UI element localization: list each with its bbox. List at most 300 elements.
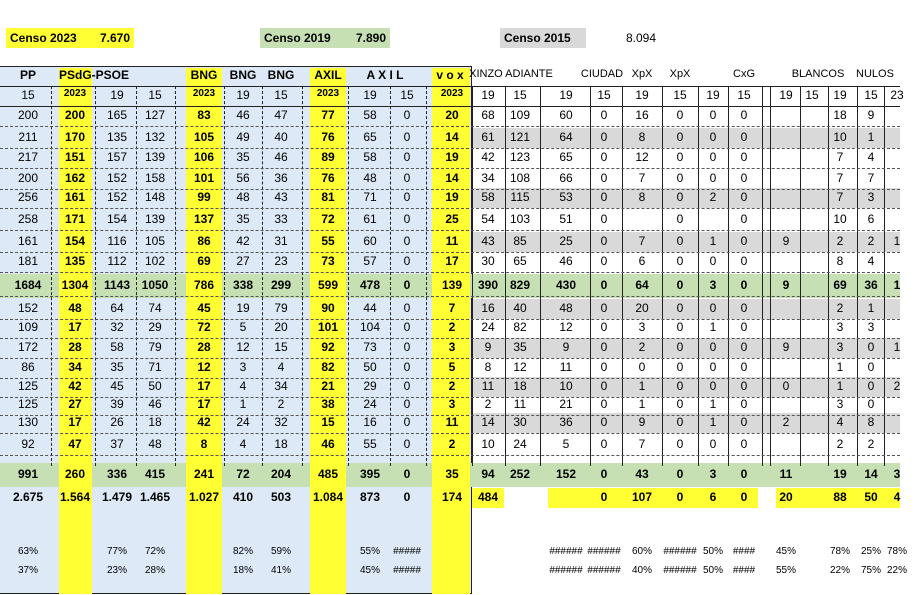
table-cell: 8 (867, 415, 875, 429)
table-cell: 0 (676, 340, 684, 354)
table-cell: 0 (676, 108, 684, 122)
table-cell: 6 (709, 490, 717, 504)
percent-cell: 78% (886, 546, 907, 557)
table-cell: 0 (403, 437, 411, 451)
table-cell: 165 (106, 108, 128, 122)
table-cell: 46 (236, 108, 250, 122)
table-cell: 42 (236, 234, 250, 248)
table-cell: 0 (740, 340, 748, 354)
table-cell: 35 (445, 467, 459, 481)
table-cell: 48 (68, 301, 82, 315)
table-cell: 0 (867, 397, 875, 411)
table-cell: 56 (236, 171, 250, 185)
table-cell: 25 (445, 212, 459, 226)
table-cell: 174 (441, 490, 463, 504)
table-cell: 21 (559, 397, 573, 411)
table-cell: 0 (600, 467, 608, 481)
table-cell: 0 (638, 360, 646, 374)
table-cell: 77 (321, 108, 335, 122)
table-cell: 2.675 (12, 490, 44, 504)
table-cell: 20 (274, 320, 288, 334)
table-cell: 55 (321, 234, 335, 248)
table-cell: 69 (197, 254, 211, 268)
table-cell: 31 (274, 234, 288, 248)
table-cell: 0 (676, 467, 684, 481)
table-cell: 35 (236, 212, 250, 226)
grid-line (390, 86, 391, 466)
table-cell: 21 (321, 379, 335, 393)
table-cell: 0 (600, 130, 608, 144)
table-cell: 8 (638, 130, 646, 144)
table-cell: 20 (635, 301, 649, 315)
percent-cell: 37% (17, 565, 38, 576)
table-cell: 0 (709, 254, 717, 268)
table-cell: 19 (779, 88, 793, 102)
percent-cell: ##### (393, 546, 421, 557)
table-cell: 121 (509, 130, 531, 144)
table-cell: 0 (676, 212, 684, 226)
table-cell: 0 (740, 320, 748, 334)
table-cell: 68 (481, 108, 495, 122)
table-cell: 48 (559, 301, 573, 315)
table-cell: 65 (513, 254, 527, 268)
table-cell: 30 (481, 254, 495, 268)
table-cell: 18 (513, 379, 527, 393)
table-cell: 0 (709, 437, 717, 451)
table-cell: 16 (481, 301, 495, 315)
percent-cell: 28% (144, 565, 165, 576)
table-cell: 1.027 (188, 490, 220, 504)
table-cell: 1304 (61, 278, 89, 292)
table-cell: 7 (638, 437, 646, 451)
table-cell: 44 (363, 301, 377, 315)
grid-line (0, 252, 900, 253)
table-cell: 211 (18, 130, 38, 144)
table-cell: 1 (638, 379, 646, 393)
table-cell: 430 (555, 278, 577, 292)
table-cell: 73 (321, 254, 335, 268)
table-cell: 48 (236, 190, 250, 204)
grid-line (426, 86, 427, 466)
table-cell: 9 (782, 278, 790, 292)
table-cell: 0 (403, 254, 411, 268)
table-cell: 0 (403, 190, 411, 204)
table-cell: 0 (867, 379, 875, 393)
table-cell: 1684 (14, 278, 42, 292)
table-cell: 0 (676, 320, 684, 334)
percent-cell: 22% (829, 565, 850, 576)
table-cell: 47 (68, 437, 82, 451)
grid-line (136, 86, 137, 466)
table-cell: 15 (148, 88, 162, 102)
table-cell: 1 (709, 234, 717, 248)
table-cell: 4 (836, 415, 844, 429)
table-cell: 81 (321, 190, 335, 204)
table-cell: 49 (236, 130, 250, 144)
table-cell: 0 (676, 234, 684, 248)
column-header: PP (19, 68, 37, 82)
table-cell: 83 (197, 108, 211, 122)
table-cell: 79 (148, 340, 162, 354)
table-cell: 1 (709, 320, 717, 334)
grid-line (0, 272, 900, 273)
percent-cell: ###### (663, 546, 697, 557)
table-cell: 18 (833, 108, 847, 122)
table-cell: 0 (740, 467, 748, 481)
column-header: BNG (267, 68, 295, 82)
table-cell: 0 (403, 320, 411, 334)
table-cell: 24 (236, 415, 250, 429)
grid-line (262, 86, 263, 466)
table-cell: 94 (481, 467, 495, 481)
table-cell: 45 (197, 301, 211, 315)
percent-cell: 25% (860, 546, 881, 557)
table-cell: 991 (17, 467, 39, 481)
table-cell: 27 (236, 254, 250, 268)
table-cell: 1 (836, 360, 844, 374)
table-cell: 125 (17, 397, 39, 411)
table-cell: 336 (106, 467, 128, 481)
table-cell: 104 (359, 320, 381, 334)
table-cell: 829 (509, 278, 531, 292)
table-cell: 82 (321, 360, 335, 374)
table-cell: 0 (740, 212, 748, 226)
table-cell: 162 (64, 171, 86, 185)
table-cell: 0 (403, 108, 411, 122)
table-cell: 0 (709, 360, 717, 374)
table-cell: 3 (867, 320, 875, 334)
percent-cell: 22% (886, 565, 907, 576)
table-cell: 40 (513, 301, 527, 315)
table-cell: 11 (513, 397, 527, 411)
table-cell: 1 (709, 415, 717, 429)
table-cell: 76 (321, 171, 335, 185)
table-cell: 27 (68, 397, 82, 411)
grid-line (0, 397, 900, 398)
grid-line (302, 86, 303, 466)
table-cell: 29 (148, 320, 162, 334)
table-cell: 116 (107, 234, 127, 248)
grid-line (0, 148, 900, 149)
grid-line (0, 319, 900, 320)
table-cell: 19 (363, 88, 377, 102)
column-header: AXIL (314, 68, 342, 82)
table-cell: 135 (106, 130, 128, 144)
table-cell: 15 (400, 88, 414, 102)
column-header: PSdG-PSOE (58, 68, 130, 82)
table-cell: 9 (782, 234, 790, 248)
table-cell: 7 (638, 234, 646, 248)
table-cell: 139 (144, 212, 166, 226)
table-cell: 2023 (63, 88, 87, 99)
table-cell: 76 (321, 130, 335, 144)
table-cell: 0 (676, 490, 684, 504)
table-cell: 0 (600, 340, 608, 354)
table-cell: 1 (239, 397, 247, 411)
grid-line (540, 86, 541, 466)
table-cell: 1.479 (101, 490, 133, 504)
percent-cell: 40% (631, 565, 652, 576)
table-cell: 0 (600, 108, 608, 122)
grid-line (0, 168, 900, 169)
table-cell: 92 (21, 437, 35, 451)
table-cell: 17 (197, 397, 211, 411)
table-cell: 0 (740, 108, 748, 122)
percent-cell: 77% (106, 546, 127, 557)
table-cell: 16 (363, 415, 377, 429)
censo-label: Censo 2015 (504, 31, 571, 45)
table-cell: 72 (236, 467, 250, 481)
percent-cell: 82% (232, 546, 253, 557)
table-cell: 1 (638, 397, 646, 411)
table-cell: 0 (709, 340, 717, 354)
table-cell: 0 (676, 150, 684, 164)
table-cell: 3 (239, 360, 247, 374)
table-cell: 0 (676, 397, 684, 411)
table-cell: 873 (359, 490, 381, 504)
table-cell: 151 (64, 150, 86, 164)
table-cell: 2 (867, 234, 875, 248)
table-cell: 7 (836, 171, 844, 185)
table-cell: 15 (864, 88, 878, 102)
grid-line (0, 126, 900, 127)
grid-line (224, 86, 225, 466)
grid-line (698, 86, 699, 466)
table-cell: 2 (448, 437, 456, 451)
grid-line (0, 296, 900, 297)
table-cell: 786 (193, 278, 215, 292)
table-cell: 58 (110, 340, 124, 354)
table-cell: 0 (676, 437, 684, 451)
table-cell: 338 (232, 278, 254, 292)
table-cell: 15 (274, 88, 288, 102)
table-cell: 2 (867, 437, 875, 451)
table-cell: 53 (559, 190, 573, 204)
table-cell: 64 (559, 130, 573, 144)
table-cell: 35 (236, 150, 250, 164)
table-cell: 35 (110, 360, 124, 374)
table-cell: 85 (513, 234, 527, 248)
grid-line (770, 86, 771, 466)
table-cell: 105 (193, 130, 215, 144)
table-cell: 10 (833, 130, 847, 144)
percent-cell: 78% (829, 546, 850, 557)
table-cell: 1143 (103, 278, 131, 292)
table-cell: 0 (709, 150, 717, 164)
table-cell: 170 (64, 130, 86, 144)
table-cell: 260 (64, 467, 86, 481)
table-cell: 1050 (141, 278, 169, 292)
table-cell: 200 (64, 108, 86, 122)
table-cell: 2 (709, 190, 717, 204)
table-cell: 42 (481, 150, 495, 164)
column-header: XINZO ADIANTE (469, 68, 553, 80)
table-cell: 132 (144, 130, 166, 144)
table-cell: 115 (510, 190, 530, 204)
table-cell: 0 (600, 150, 608, 164)
table-cell: 0 (709, 108, 717, 122)
table-cell: 11 (445, 415, 459, 429)
table-cell: 0 (676, 190, 684, 204)
table-cell: 410 (232, 490, 254, 504)
table-cell: 130 (17, 415, 39, 429)
table-cell: 217 (17, 150, 39, 164)
table-cell: 15 (321, 415, 335, 429)
table-cell: 152 (17, 301, 39, 315)
censo-value: 8.094 (626, 31, 657, 45)
censo-label: Censo 2019 (264, 31, 331, 45)
table-cell: 17 (445, 254, 459, 268)
table-cell: 72 (197, 320, 211, 334)
table-cell: 109 (17, 320, 39, 334)
column-header: BNG (229, 68, 257, 82)
grid-line (857, 86, 858, 466)
table-cell: 0 (740, 254, 748, 268)
table-cell: 64 (635, 278, 649, 292)
table-cell: 50 (148, 379, 162, 393)
table-cell: 2 (638, 340, 646, 354)
percent-cell: 18% (232, 565, 253, 576)
table-cell: 2 (448, 379, 456, 393)
table-cell: 0 (403, 467, 411, 481)
table-cell: 14 (864, 467, 878, 481)
table-cell: 0 (600, 301, 608, 315)
table-cell: 12 (513, 360, 527, 374)
table-cell: 106 (193, 150, 215, 164)
table-cell: 0 (403, 379, 411, 393)
table-cell: 171 (64, 212, 86, 226)
table-cell: 3 (448, 397, 456, 411)
table-cell: 2023 (192, 88, 216, 99)
table-cell: 599 (317, 278, 339, 292)
table-cell: 2 (484, 397, 492, 411)
table-cell: 0 (600, 490, 608, 504)
table-cell: 5 (448, 360, 456, 374)
table-cell: 1 (893, 340, 901, 354)
grid-line (0, 433, 900, 434)
table-cell: 8 (200, 437, 208, 451)
table-cell: 0 (740, 150, 748, 164)
table-cell: 0 (740, 234, 748, 248)
table-cell: 161 (64, 190, 86, 204)
table-cell: 19 (445, 150, 459, 164)
grid-line (472, 86, 473, 466)
table-cell: 8 (638, 190, 646, 204)
table-cell: 57 (363, 254, 377, 268)
table-cell: 0 (403, 150, 411, 164)
table-cell: 88 (833, 490, 847, 504)
table-cell: 101 (193, 171, 215, 185)
table-cell: 0 (709, 379, 717, 393)
column-header: XpX (631, 68, 653, 80)
table-cell: 4 (893, 490, 901, 504)
table-cell: 66 (559, 171, 573, 185)
table-cell: 0 (600, 379, 608, 393)
table-cell: 65 (363, 130, 377, 144)
table-cell: 79 (274, 301, 288, 315)
table-cell: 1.084 (312, 490, 344, 504)
table-cell: 15 (274, 340, 288, 354)
table-cell: 82 (513, 320, 527, 334)
grid-line (0, 189, 900, 190)
table-cell: 0 (676, 415, 684, 429)
table-cell: 5 (239, 320, 247, 334)
table-cell: 1 (893, 234, 901, 248)
table-cell: 0 (676, 130, 684, 144)
table-cell: 256 (17, 190, 39, 204)
table-cell: 32 (110, 320, 124, 334)
censo-label: Censo 2023 (10, 31, 77, 45)
table-cell: 0 (600, 278, 608, 292)
column-header: v o x (436, 68, 464, 82)
table-cell: 43 (635, 467, 649, 481)
percent-cell: 55% (775, 565, 796, 576)
table-cell: 8 (484, 360, 492, 374)
table-cell: 2023 (440, 88, 464, 99)
table-cell: 69 (833, 278, 847, 292)
grid-line (728, 86, 729, 466)
table-cell: 10 (559, 379, 573, 393)
grid-line (0, 378, 900, 379)
table-cell: 107 (631, 490, 653, 504)
table-cell: 0 (403, 397, 411, 411)
table-cell: 102 (144, 254, 166, 268)
table-cell: 39 (110, 397, 124, 411)
table-cell: 0 (676, 360, 684, 374)
table-cell: 24 (513, 437, 527, 451)
table-cell: 0 (676, 301, 684, 315)
table-cell: 46 (148, 397, 162, 411)
table-cell: 11 (481, 379, 495, 393)
table-cell: 12 (635, 150, 649, 164)
table-cell: 19 (481, 88, 495, 102)
table-cell: 15 (21, 88, 35, 102)
table-cell: 58 (363, 150, 377, 164)
table-cell: 0 (403, 415, 411, 429)
table-cell: 40 (274, 130, 288, 144)
table-cell: 390 (477, 278, 499, 292)
table-cell: 0 (600, 397, 608, 411)
table-cell: 0 (709, 130, 717, 144)
table-cell: 152 (106, 190, 128, 204)
percent-cell: 45% (775, 546, 796, 557)
table-cell: 3 (836, 397, 844, 411)
table-cell: 86 (197, 234, 211, 248)
table-cell: 0 (403, 490, 411, 504)
censo-box (500, 28, 586, 48)
table-cell: 1 (709, 397, 717, 411)
grid-line (0, 86, 900, 87)
table-cell: 10 (833, 212, 847, 226)
table-cell: 55 (363, 437, 377, 451)
table-cell: 18 (148, 415, 162, 429)
table-cell: 6 (638, 254, 646, 268)
table-cell: 19 (236, 301, 250, 315)
table-cell: 90 (321, 301, 335, 315)
table-cell: 157 (106, 150, 128, 164)
table-cell: 47 (274, 108, 288, 122)
table-cell: 299 (270, 278, 292, 292)
grid-line (800, 86, 801, 466)
table-cell: 3 (836, 320, 844, 334)
table-cell: 51 (559, 212, 573, 226)
table-cell: 3 (867, 190, 875, 204)
table-cell: 71 (363, 190, 377, 204)
table-cell: 33 (274, 212, 288, 226)
table-cell: 23 (274, 254, 288, 268)
table-cell: 4 (867, 254, 875, 268)
table-cell: 485 (317, 467, 339, 481)
